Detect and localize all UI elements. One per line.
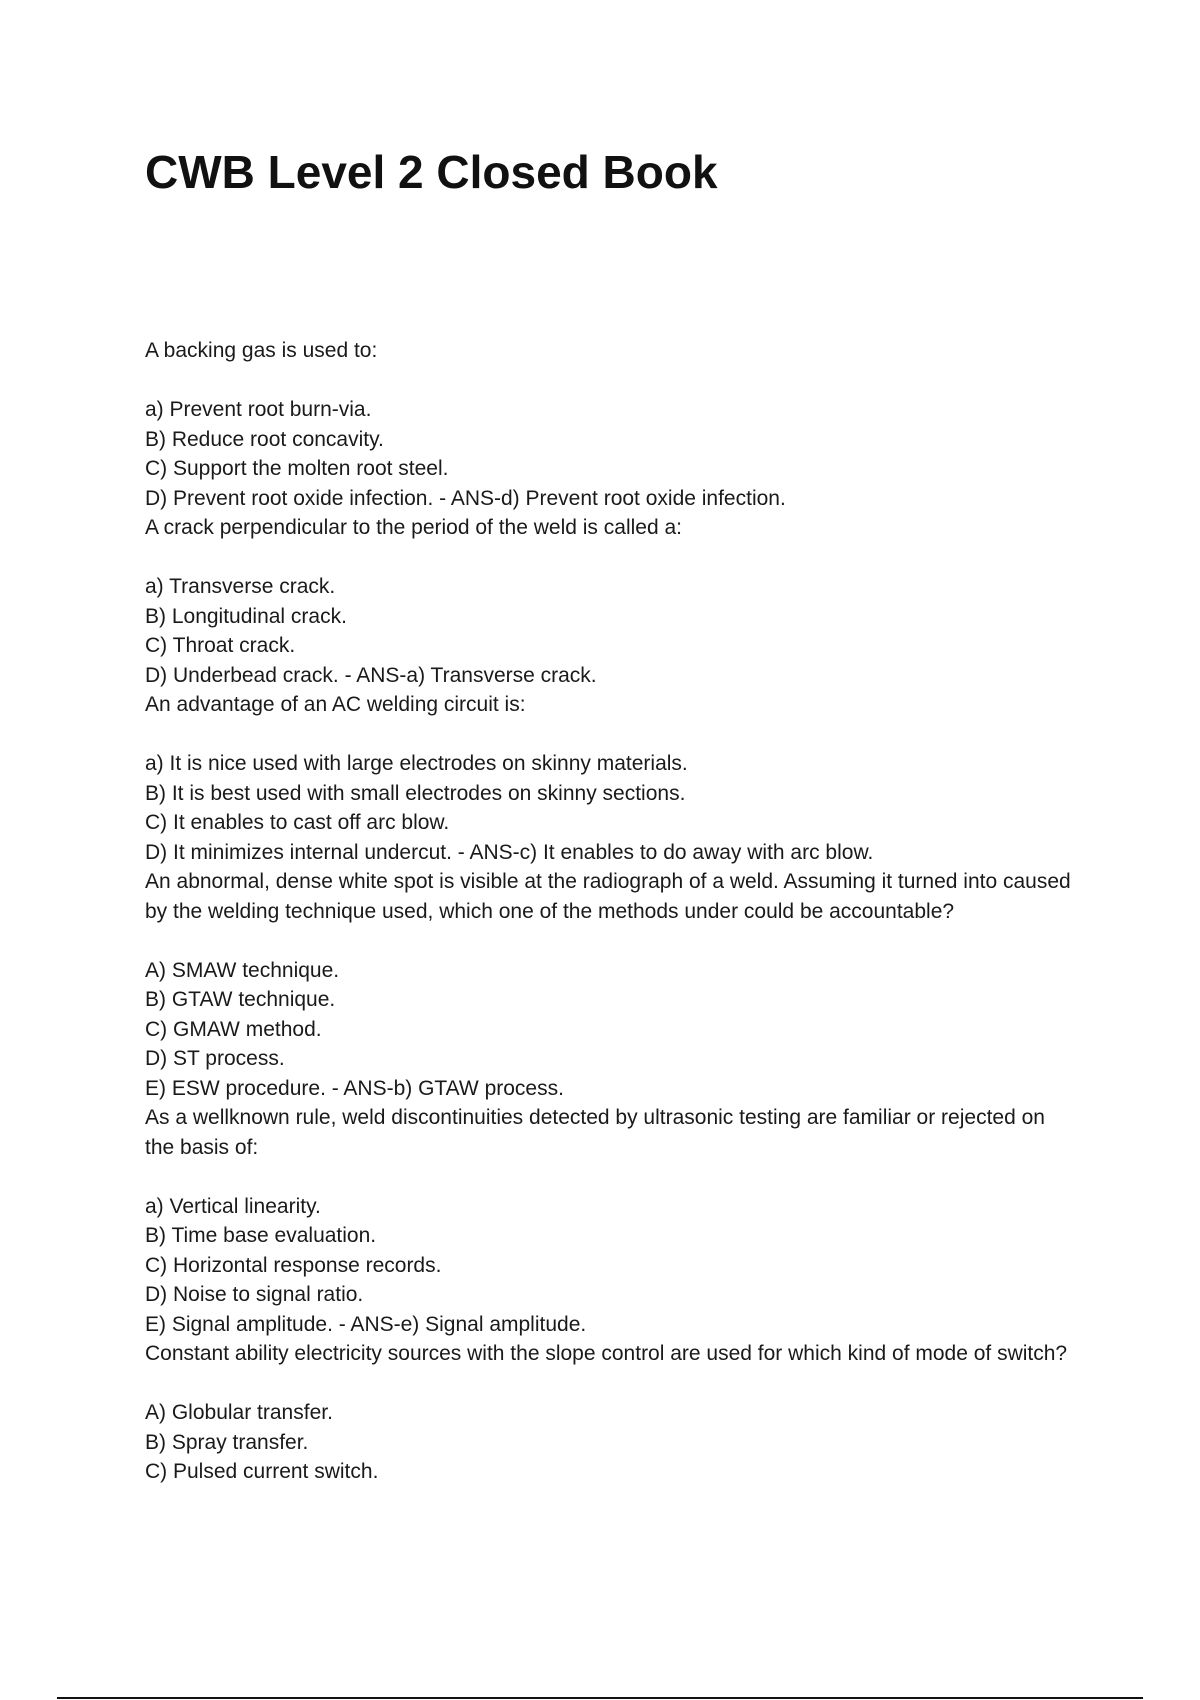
question-block	[145, 1339, 1075, 1487]
question-block	[145, 513, 1075, 690]
answer-option: C) GMAW method.	[145, 1017, 322, 1041]
answer-option: C) Pulsed current switch.	[145, 1460, 379, 1483]
answer-option: B) GTAW technique.	[145, 988, 336, 1011]
spacer	[145, 543, 1075, 573]
question-text: A crack perpendicular to the period of the weld is called a:	[145, 516, 682, 539]
question-block	[145, 690, 1075, 867]
answer-option: E) Signal amplitude. - ANS-e) Signal amplitude.	[145, 1312, 587, 1336]
answer-option: B) Time base evaluation.	[145, 1224, 377, 1247]
question-text: An advantage of an AC welding circuit is:	[145, 693, 526, 716]
spacer	[145, 1162, 1075, 1192]
spacer	[145, 720, 1075, 750]
question-text: As a wellknown rule, weld discontinuities detected by ultrasonic testing are familiar or rejected on the basis of:	[145, 1106, 1045, 1159]
answer-option: B) Reduce root concavity.	[145, 427, 384, 451]
question-text: Constant ability electricity sources with the slope control are used for which kind of mode of switch?	[145, 1342, 1068, 1365]
answer-option: a) Transverse crack.	[145, 575, 336, 598]
answer-option: C) Support the molten root steel.	[145, 457, 449, 480]
answer-option: B) Spray transfer.	[145, 1430, 309, 1454]
spacer	[145, 366, 1075, 396]
question-block	[145, 867, 1075, 1103]
question-text: A backing gas is used to:	[145, 339, 378, 362]
answer-option: a) Vertical linearity.	[145, 1194, 321, 1218]
page-title: CWB Level 2 Closed Book	[145, 146, 718, 198]
answer-option: B) Longitudinal crack.	[145, 604, 347, 628]
question-block	[145, 1103, 1075, 1339]
answer-option: D) Underbead crack. - ANS-a) Transverse crack.	[145, 663, 597, 687]
answer-option: A) SMAW technique.	[145, 958, 340, 982]
answer-option: C) Horizontal response records.	[145, 1253, 442, 1277]
answer-option: D) ST process.	[145, 1047, 285, 1070]
answer-option: D) Prevent root oxide infection. - ANS-d) Prevent root oxide infection.	[145, 486, 786, 510]
answer-option: D) Noise to signal ratio.	[145, 1283, 364, 1306]
answer-option: C) It enables to cast off arc blow.	[145, 811, 450, 834]
answer-option: C) Throat crack.	[145, 634, 296, 657]
question-list	[145, 336, 1075, 1487]
answer-option: a) It is nice used with large electrodes on skinny materials.	[145, 752, 688, 775]
question-block	[145, 336, 1075, 513]
answer-option: a) Prevent root burn-via.	[145, 398, 372, 421]
answer-option: D) It minimizes internal undercut. - ANS-c) It enables to do away with arc blow.	[145, 840, 874, 864]
footer-divider	[57, 1697, 1143, 1699]
answer-option: A) Globular transfer.	[145, 1401, 333, 1424]
spacer	[145, 926, 1075, 956]
spacer	[145, 1369, 1075, 1399]
answer-option: B) It is best used with small electrodes on skinny sections.	[145, 781, 686, 805]
question-text: An abnormal, dense white spot is visible at the radiograph of a weld. Assuming it turned into caused by the welding technique used, which one of the methods under could be accountable?	[145, 870, 1071, 923]
answer-option: E) ESW procedure. - ANS-b) GTAW process.	[145, 1076, 564, 1100]
